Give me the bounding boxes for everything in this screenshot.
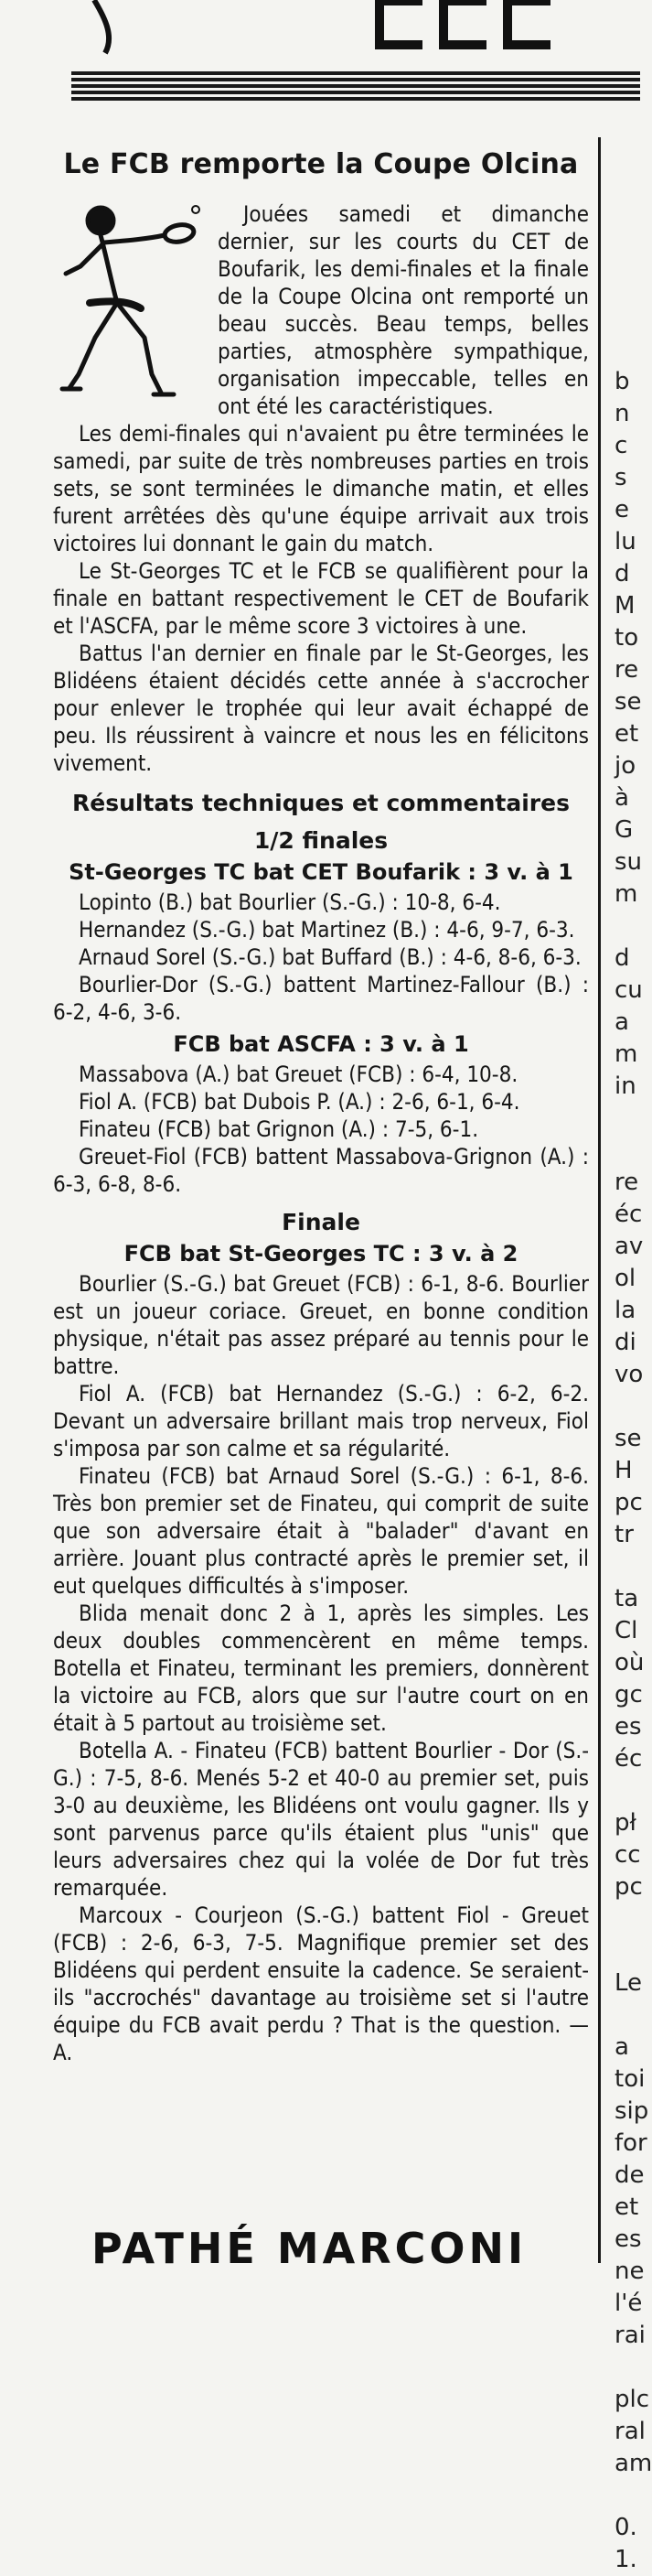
column-divider — [598, 137, 601, 2263]
semi2-line: Fiol A. (FCB) bat Dubois P. (A.) : 2-6, 6-1, 6-4. — [79, 1089, 520, 1115]
adjacent-column-line: for — [615, 2129, 647, 2157]
adjacent-column-line: es — [615, 2226, 642, 2253]
adjacent-column-line — [615, 1551, 651, 1583]
adjacent-column-line: l'é — [615, 2290, 643, 2317]
results-section-title: Résultats techniques et commentaires — [72, 790, 570, 816]
adjacent-column-line: toi — [615, 2065, 646, 2093]
adjacent-column-line — [615, 1935, 651, 1967]
adjacent-column-line: es — [615, 1713, 642, 1741]
semi1-line: Bourlier-Dor (S.-G.) battent Martinez-Fallour (B.) : 6-2, 4-6, 3-6. — [53, 972, 589, 1025]
final-title: FCB bat St-Georges TC : 3 v. à 2 — [123, 1241, 518, 1266]
adjacent-column-line: to — [615, 624, 639, 652]
semi1-line: Arnaud Sorel (S.-G.) bat Buffard (B.) : 4-6, 8-6, 6-3. — [79, 944, 582, 970]
adjacent-column-line: n — [615, 400, 630, 427]
adjacent-column-line: re — [615, 656, 639, 684]
adjacent-column-line: e — [615, 496, 629, 523]
article — [53, 137, 589, 2066]
final-paragraph: Finateu (FCB) bat Arnaud Sorel (S.-G.) : 6-1, 8-6. Très bon premier set de Finateu, qui comprit de suite que son adversaire était à "balader" d'avant en arrière. Jouant plus contracté après le premier set, il eut quelques difficultés à s'imposer. — [53, 1463, 589, 1599]
adjacent-column-line: cc — [615, 1841, 641, 1869]
newspaper-masthead — [0, 0, 640, 124]
adjacent-column-line: av — [615, 1233, 644, 1260]
adjacent-column-line: vo — [615, 1361, 644, 1388]
adjacent-column-line: ta — [615, 1585, 639, 1612]
adjacent-column-line: cu — [615, 976, 643, 1004]
adjacent-column-line: jo — [615, 752, 636, 780]
masthead-rule — [71, 71, 640, 106]
tennis-player-illustration — [53, 200, 199, 404]
adjacent-column-line: la — [615, 1297, 636, 1324]
adjacent-column-line: ne — [615, 2258, 645, 2285]
semi1-line: Hernandez (S.-G.) bat Martinez (B.) : 4-6, 9-7, 6-3. — [79, 917, 575, 943]
adjacent-column-line: 1. — [615, 2546, 637, 2573]
adjacent-column-line: à — [615, 784, 629, 812]
adjacent-column-line: di — [615, 1329, 636, 1356]
final-paragraph: Blida menait donc 2 à 1, après les simples. Les deux doubles commencèrent en même temps. Botella et Finateu, terminant les premiers, donnèrent la victoire au FCB, alors que sur l'autre court on en était à 5 partout au troisième set. — [53, 1601, 589, 1736]
intro-paragraph-4: Battus l'an dernier en finale par le St-Georges, les Blidéens étaient décidés cette année à s'accrocher pour enlever le trophée qui leur avait échappé de peu. Ils réussirent à vaincre et nous les en félicitons vivement. — [53, 641, 589, 776]
adjacent-column-line: pł — [615, 1809, 636, 1837]
adjacent-column-line: Le — [615, 1969, 643, 1997]
adjacent-column-line: pc — [615, 1489, 643, 1516]
adjacent-column-line — [615, 1103, 651, 1135]
adjacent-column-line: éc — [615, 1201, 643, 1228]
adjacent-column-line: sip — [615, 2097, 649, 2125]
intro-paragraph-3: Le St-Georges TC et le FCB se qualifièrent pour la finale en battant respectivement le CET de Boufarik et l'ASCFA, par le même score 3 victoires à une. — [53, 558, 589, 639]
intro-paragraph-1: Jouées samedi et dimanche dernier, sur les courts du CET de Boufarik, les demi-finales et la finale de la Coupe Olcina ont remporté un beau succès. Beau temps, belles parties, atmosphère sympathique, organisation impeccable, telles en ont été les caractéristiques. — [218, 201, 589, 419]
adjacent-column-line: re — [615, 1169, 639, 1196]
final-paragraph: Marcoux - Courjeon (S.-G.) battent Fiol - Greuet (FCB) : 2-6, 6-3, 7-5. Magnifique premier set des Blidéens qui perdent ensuite la cadence. Se seraient-ils "accrochés" davantage au troisième set si l'autre équipe du FCB avait perdu ? That is the question. — A. — [53, 1902, 589, 2065]
final-paragraph: Bourlier (S.-G.) bat Greuet (FCB) : 6-1, 8-6. Bourlier est un joueur coriace. Greuet, en bonne condition physique, n'était pas assez préparé au tennis pour le battre. — [53, 1271, 589, 1379]
adjacent-column-line: su — [615, 848, 643, 876]
adjacent-column-line: tr — [615, 1521, 634, 1548]
intro-paragraph-2: Les demi-finales qui n'avaient pu être terminées le samedi, par suite de très nombreuses parties en trois sets, se sont terminées le dimanche matin, et elles furent arrêtées dès qu'une équipe arrivait aux trois victoires lui donnant le gain du match. — [53, 421, 589, 556]
adjacent-column-line: in — [615, 1072, 636, 1100]
adjacent-column-line: am — [615, 2450, 652, 2477]
footer-advert-fragment: PATHÉ MARCONI — [91, 2224, 528, 2273]
semi2-line: Greuet-Fiol (FCB) battent Massabova-Grignon (A.) : 6-3, 6-8, 8-6. — [53, 1144, 589, 1197]
adjacent-column-line: 0. — [615, 2514, 637, 2541]
adjacent-column-line: éc — [615, 1745, 643, 1773]
adjacent-column-line: M — [615, 592, 636, 620]
adjacent-column-line — [615, 911, 651, 943]
adjacent-column-line: s — [615, 464, 627, 491]
adjacent-column-line: ol — [615, 1265, 636, 1292]
adjacent-column-line — [615, 1135, 651, 1167]
masthead-title-fragment — [375, 0, 594, 55]
adjacent-column-line: et — [615, 720, 639, 748]
adjacent-column-line — [615, 1775, 651, 1807]
final-section-title: Finale — [282, 1209, 360, 1235]
semi2-title: FCB bat ASCFA : 3 v. à 1 — [173, 1031, 469, 1057]
adjacent-column-line — [615, 2352, 651, 2384]
adjacent-column-line: a — [615, 1008, 629, 1036]
adjacent-column-line: d — [615, 560, 630, 587]
adjacent-column-line: m — [615, 1040, 638, 1068]
adjacent-column-line: se — [615, 688, 642, 716]
adjacent-column-line: G — [615, 816, 634, 844]
article-headline: Le FCB remporte la Coupe Olcina — [63, 148, 579, 180]
adjacent-column-line — [615, 1999, 651, 2032]
adjacent-column-line: H — [615, 1457, 633, 1484]
adjacent-column-line: lu — [615, 528, 636, 555]
adjacent-column-line: se — [615, 1425, 642, 1452]
masthead-ornament — [87, 0, 123, 55]
adjacent-column-line — [615, 2480, 651, 2512]
adjacent-column-line — [615, 1391, 651, 1423]
half-finals-title: 1/2 finales — [253, 827, 389, 854]
adjacent-column-line: de — [615, 2161, 645, 2189]
adjacent-column-line: a — [615, 2033, 629, 2061]
adjacent-column-line: gc — [615, 1681, 643, 1708]
final-paragraph: Botella A. - Finateu (FCB) battent Bourlier - Dor (S.-G.) : 7-5, 8-6. Menés 5-2 et 40-0 au premier set, puis 3-0 au deuxième, les Blidéens ont voulu gagner. Ils y sont parvenus parce qu'ils étaient plus "unis" que leurs adversaires chez qui la volée de Dor fut très remarquée. — [53, 1738, 589, 1901]
adjacent-column-line: c — [615, 432, 628, 459]
adjacent-column-line: rai — [615, 2322, 646, 2349]
adjacent-column-line: m — [615, 880, 638, 908]
semi1-line: Lopinto (B.) bat Bourlier (S.-G.) : 10-8, 6-4. — [79, 889, 501, 915]
semi1-title: St-Georges TC bat CET Boufarik : 3 v. à 1 — [69, 859, 573, 885]
semi2-line: Finateu (FCB) bat Grignon (A.) : 7-5, 6-1. — [79, 1116, 479, 1142]
adjacent-column-line: plc — [615, 2386, 650, 2413]
adjacent-column-line: b — [615, 368, 630, 395]
adjacent-column-line: d — [615, 944, 630, 972]
adjacent-column-line: où — [615, 1649, 645, 1676]
adjacent-column-line: Cl — [615, 1617, 638, 1644]
adjacent-column-line — [615, 1903, 651, 1935]
adjacent-column-line: et — [615, 2193, 639, 2221]
adjacent-column-fragment — [615, 366, 651, 2576]
adjacent-column-line: ral — [615, 2418, 646, 2445]
final-paragraph: Fiol A. (FCB) bat Hernandez (S.-G.) : 6-2, 6-2. Devant un adversaire brillant mais trop nerveux, Fiol s'imposa par son calme et sa régularité. — [53, 1381, 589, 1461]
adjacent-column-line: pc — [615, 1873, 643, 1901]
semi2-line: Massabova (A.) bat Greuet (FCB) : 6-4, 10-8. — [79, 1062, 518, 1087]
